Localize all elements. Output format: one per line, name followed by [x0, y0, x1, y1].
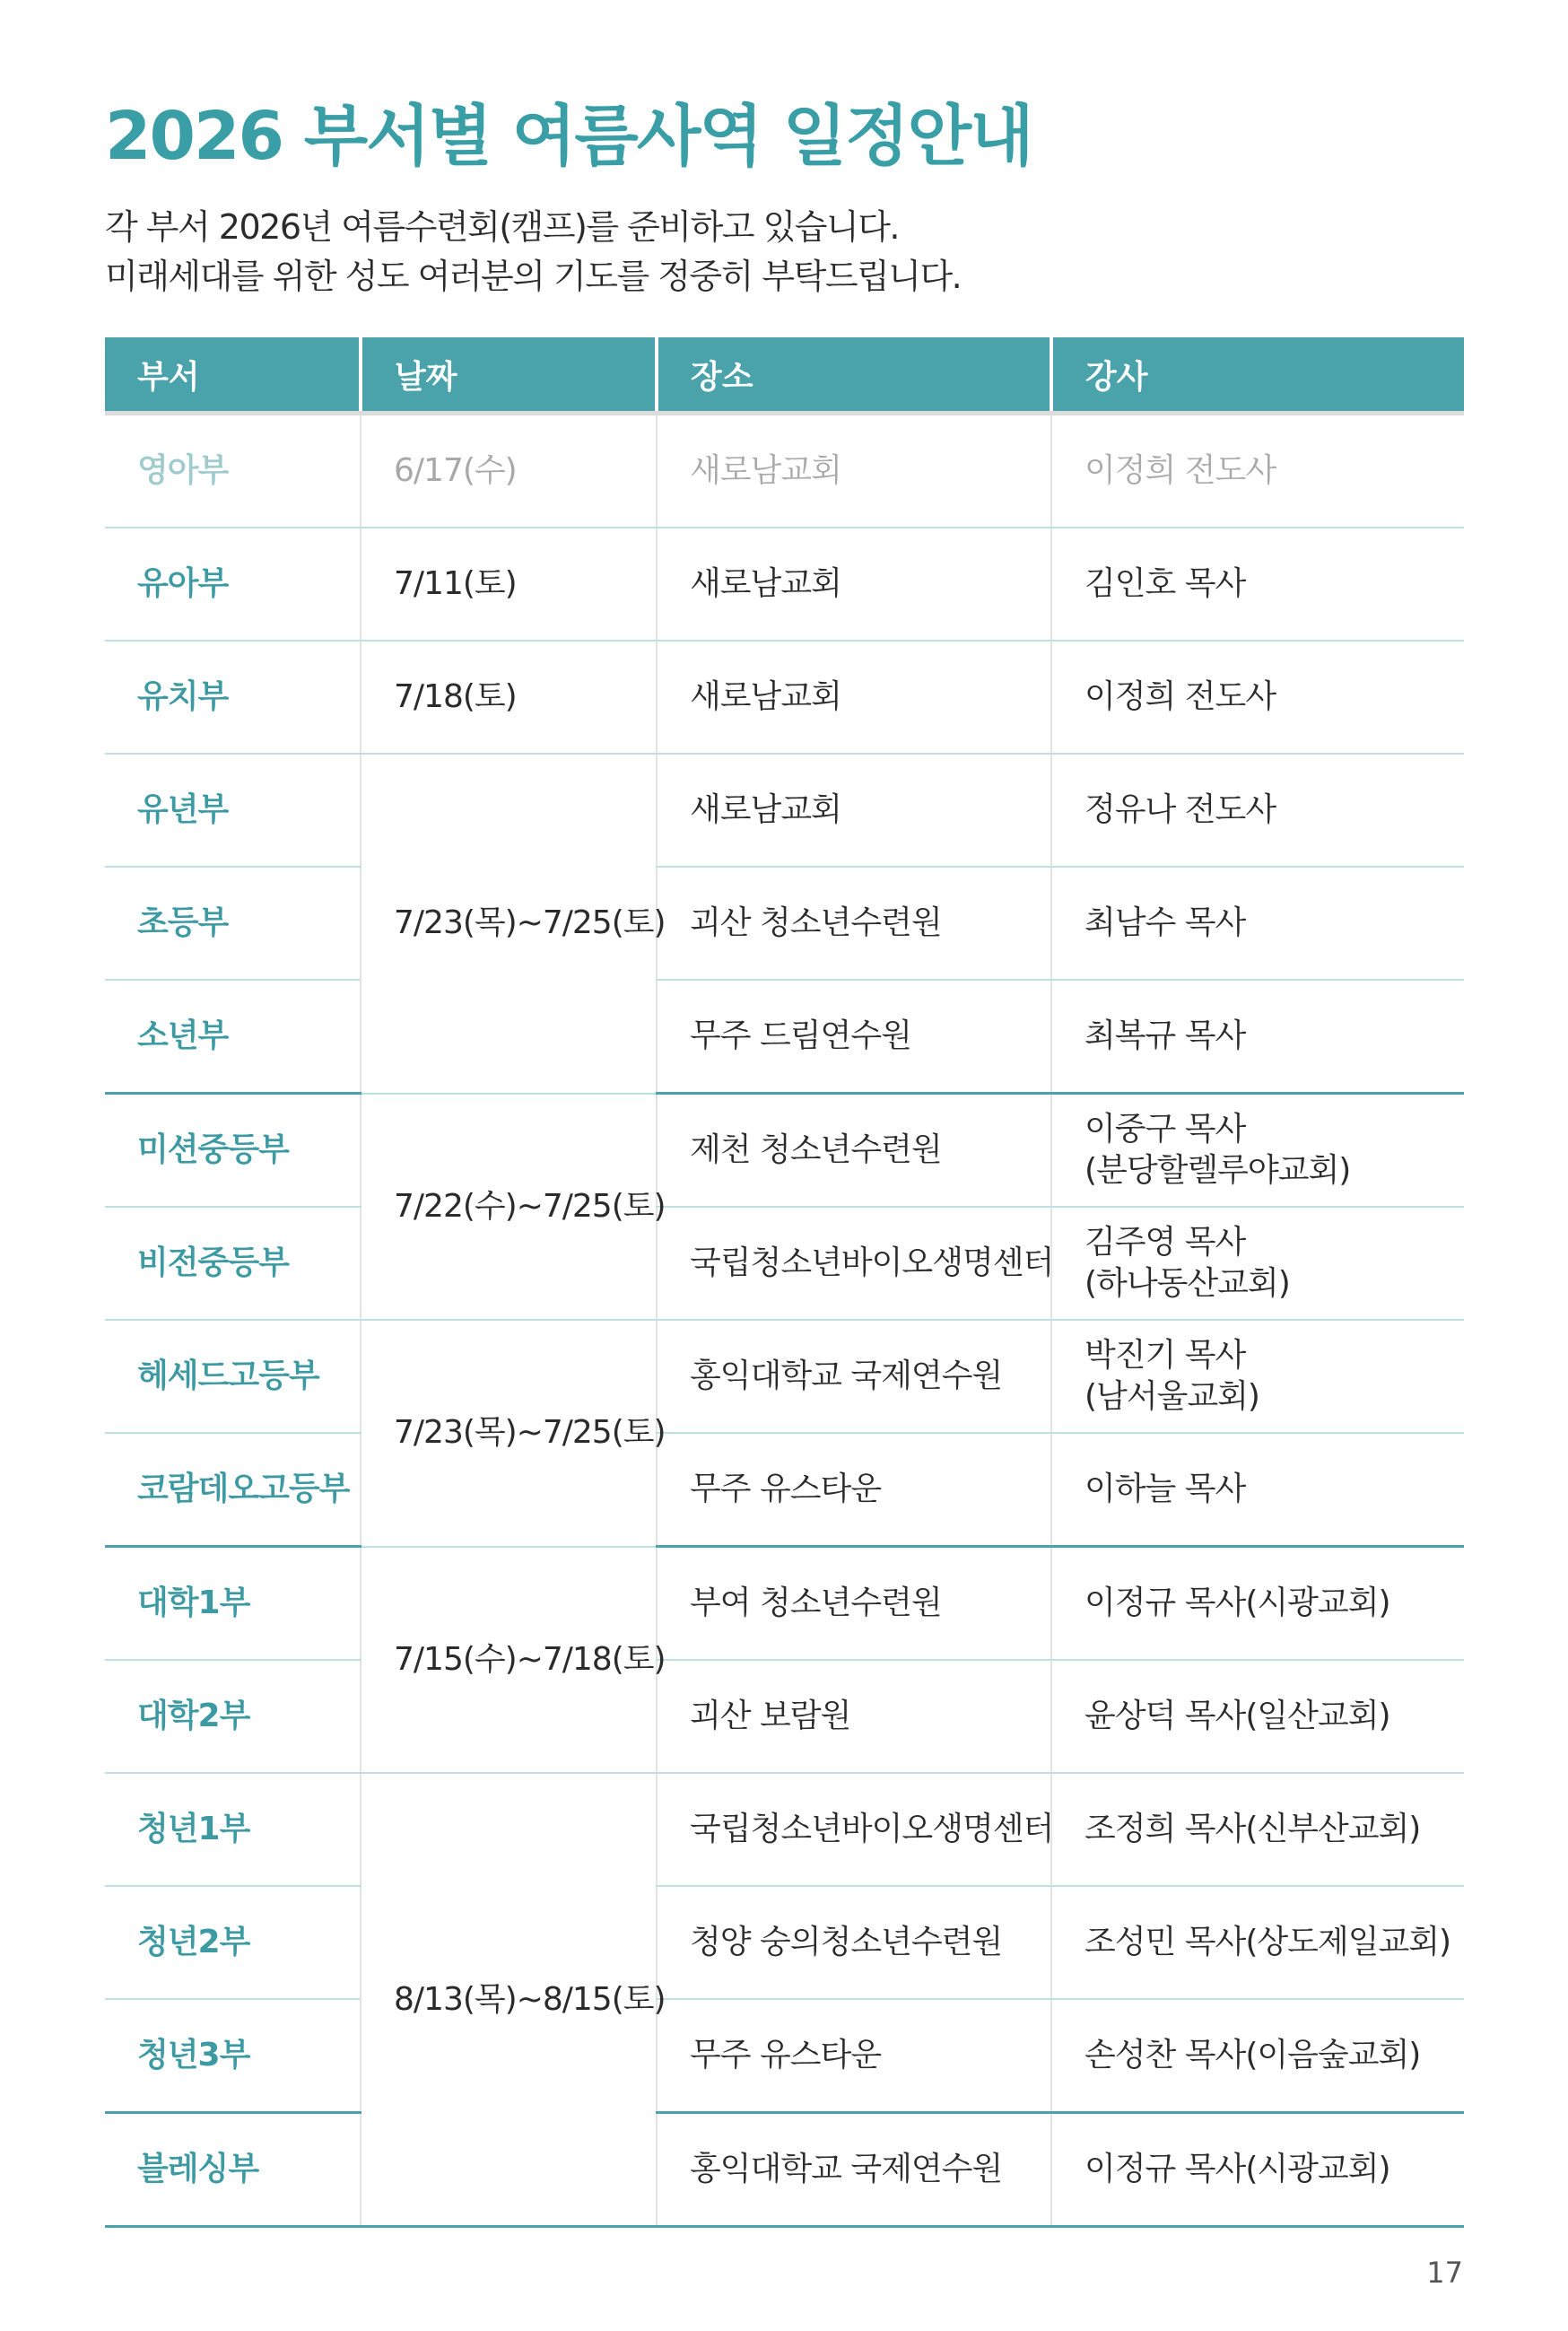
dept-cell: 코람데오고등부: [105, 1433, 361, 1547]
page-title: 2026 부서별 여름사역 일정안내: [105, 98, 1032, 175]
speaker-name: 김주영 목사: [1085, 1224, 1246, 1261]
place-cell: 새로남교회: [657, 754, 1051, 867]
dept-cell: 비전중등부: [105, 1207, 361, 1320]
date-cell: 7/15(수)~7/18(토): [361, 1547, 657, 1774]
speaker-cell: 이정규 목사(시광교회): [1051, 1547, 1464, 1661]
table-row: [105, 1433, 1464, 1547]
table-row: [105, 414, 1464, 528]
table-row: [105, 980, 1464, 1094]
header-place: 장소: [657, 337, 1051, 414]
place-cell: 국립청소년바이오생명센터: [657, 1207, 1051, 1320]
table-row: [105, 1999, 1464, 2113]
date-cell: 7/22(수)~7/25(토): [361, 1094, 657, 1321]
place-cell: 청양 숭의청소년수련원: [657, 1886, 1051, 1999]
place-cell: 괴산 보람원: [657, 1660, 1051, 1773]
place-cell: 홍익대학교 국제연수원: [657, 2113, 1051, 2227]
speaker-cell: 윤상덕 목사(일산교회): [1051, 1660, 1464, 1773]
intro-line-1: 각 부서 2026년 여름수련회(캠프)를 준비하고 있습니다.: [105, 207, 899, 247]
speaker-church: (분당할렐루야교회): [1085, 1152, 1351, 1189]
page-number: 17: [1426, 2256, 1463, 2290]
table-row: [105, 641, 1464, 754]
place-cell: 국립청소년바이오생명센터: [657, 1773, 1051, 1886]
table-row: [105, 528, 1464, 641]
speaker-name: 박진기 목사: [1085, 1337, 1246, 1374]
speaker-cell: 김인호 목사: [1051, 528, 1464, 641]
dept-cell: 영아부: [105, 414, 361, 528]
place-cell: 새로남교회: [657, 414, 1051, 528]
place-cell: 새로남교회: [657, 641, 1051, 754]
speaker-name: 이중구 목사: [1085, 1111, 1246, 1148]
dept-cell: 유아부: [105, 528, 361, 641]
speaker-cell: 이정희 전도사: [1051, 414, 1464, 528]
place-cell: 무주 유스타운: [657, 1433, 1051, 1547]
date-cell: 7/23(목)~7/25(토): [361, 754, 657, 1094]
speaker-cell: 이정규 목사(시광교회): [1051, 2113, 1464, 2227]
dept-cell: 청년3부: [105, 1999, 361, 2113]
dept-cell: 청년1부: [105, 1773, 361, 1886]
speaker-cell: [1051, 1320, 1464, 1433]
place-cell: 새로남교회: [657, 528, 1051, 641]
dept-cell: 유년부: [105, 754, 361, 867]
date-cell: 7/11(토): [361, 528, 657, 641]
speaker-cell: 이정희 전도사: [1051, 641, 1464, 754]
table-row: [105, 1886, 1464, 1999]
header-speaker: 강사: [1051, 337, 1464, 414]
speaker-cell: [1051, 1094, 1464, 1208]
dept-cell: 소년부: [105, 980, 361, 1094]
table-row: [105, 1320, 1464, 1433]
dept-cell: 청년2부: [105, 1886, 361, 1999]
table-row: [105, 2113, 1464, 2227]
dept-cell: 대학2부: [105, 1660, 361, 1773]
dept-cell: 대학1부: [105, 1547, 361, 1661]
table-row: [105, 754, 1464, 867]
table-header-row: [105, 337, 1464, 414]
table-row: [105, 1773, 1464, 1886]
speaker-cell: 최남수 목사: [1051, 867, 1464, 980]
schedule-table: [105, 337, 1464, 2228]
speaker-cell: 이하늘 목사: [1051, 1433, 1464, 1547]
dept-cell: 초등부: [105, 867, 361, 980]
table-row: [105, 867, 1464, 980]
date-cell: 7/18(토): [361, 641, 657, 754]
place-cell: 홍익대학교 국제연수원: [657, 1320, 1051, 1433]
speaker-cell: [1051, 1207, 1464, 1320]
place-cell: 제천 청소년수련원: [657, 1094, 1051, 1208]
place-cell: 무주 드림연수원: [657, 980, 1051, 1094]
table-row: [105, 1207, 1464, 1320]
date-cell: 8/13(목)~8/15(토): [361, 1773, 657, 2227]
place-cell: 무주 유스타운: [657, 1999, 1051, 2113]
speaker-cell: 조성민 목사(상도제일교회): [1051, 1886, 1464, 1999]
dept-cell: 유치부: [105, 641, 361, 754]
date-cell: 6/17(수): [361, 414, 657, 528]
table-row: [105, 1094, 1464, 1208]
dept-cell: 헤세드고등부: [105, 1320, 361, 1433]
table-row: [105, 1660, 1464, 1773]
speaker-church: (남서울교회): [1085, 1378, 1259, 1415]
intro-text: [105, 203, 961, 301]
intro-line-2: 미래세대를 위한 성도 여러분의 기도를 정중히 부탁드립니다.: [105, 257, 962, 296]
place-cell: 괴산 청소년수련원: [657, 867, 1051, 980]
speaker-cell: 손성찬 목사(이음숲교회): [1051, 1999, 1464, 2113]
speaker-cell: 최복규 목사: [1051, 980, 1464, 1094]
header-date: 날짜: [361, 337, 657, 414]
speaker-cell: 조정희 목사(신부산교회): [1051, 1773, 1464, 1886]
speaker-church: (하나동산교회): [1085, 1265, 1290, 1302]
table-row: [105, 1547, 1464, 1661]
place-cell: 부여 청소년수련원: [657, 1547, 1051, 1661]
date-cell: 7/23(목)~7/25(토): [361, 1320, 657, 1547]
header-dept: 부서: [105, 337, 361, 414]
dept-cell: 미션중등부: [105, 1094, 361, 1208]
speaker-cell: 정유나 전도사: [1051, 754, 1464, 867]
dept-cell: 블레싱부: [105, 2113, 361, 2227]
